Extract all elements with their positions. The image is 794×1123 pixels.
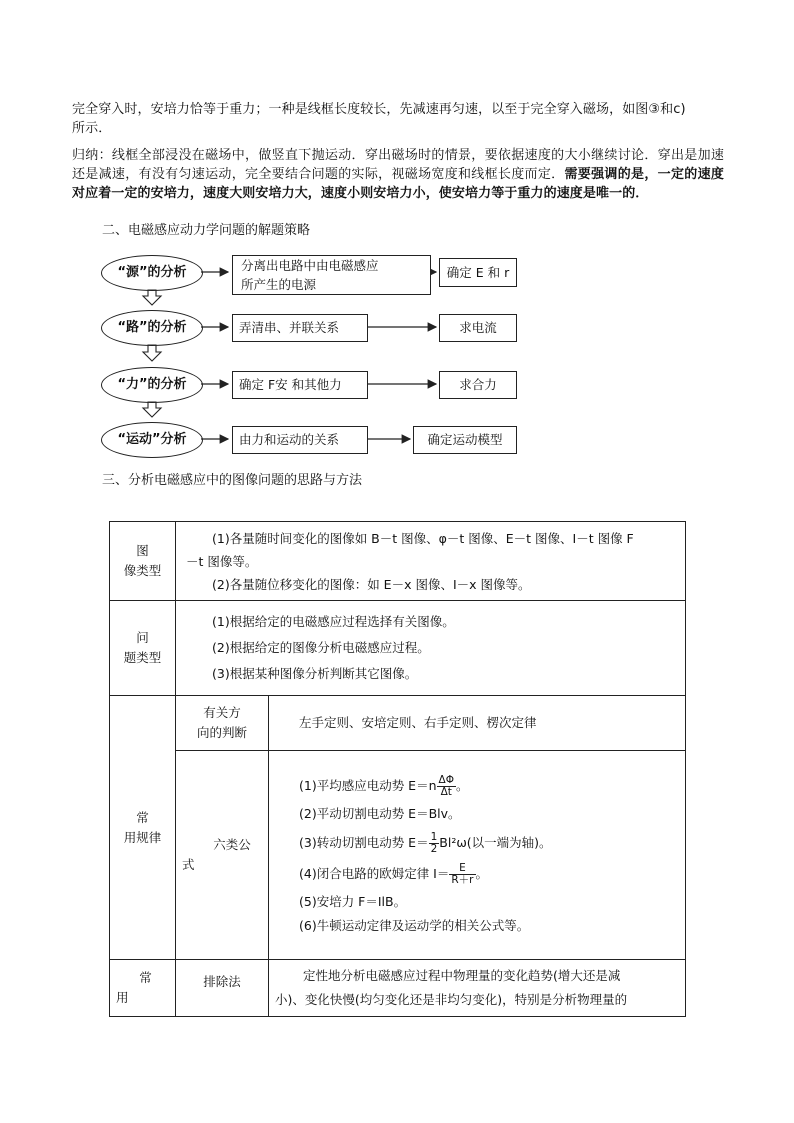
table-row	[110, 522, 686, 601]
intro-line-1: 完全穿入时，安培力恰等于重力；一种是线框长度较长，先减速再匀速，以至于完全穿入磁场，如图③和c)	[72, 102, 686, 117]
subhead-elimination: 排除法	[176, 960, 269, 1017]
summary-emphasis: 需要强调的是，一定的速度对应着一定的安培力，速度大则安培力大，速度小则安培力小，使安培力等于重力的速度是唯一的．	[72, 167, 724, 201]
process-path-line-1: 弄清串、并联关系	[239, 320, 340, 335]
process-box-source	[232, 255, 431, 295]
result-box-path: 求电流	[439, 314, 517, 342]
summary-text: 归纳：线框全部浸没在磁场中，做竖直下抛运动．穿出磁场时的情景，要依据速度的大小继续讨论．穿出是加速还是减速，有没有匀速运动，完全要结合问题的实际，视磁场宽度和线框长度而定．	[72, 148, 724, 182]
process-box-motion	[232, 426, 368, 454]
down-arrow-2	[143, 345, 161, 361]
six-formulas-content	[269, 751, 686, 960]
row-head-image-type: 图 像类型	[110, 522, 176, 601]
stage-oval-motion: “运动”分析	[101, 422, 203, 458]
result-box-motion: 确定运动模型	[413, 426, 517, 454]
row-head-problem-type: 问 题类型	[110, 601, 176, 696]
formula-ampere-force: (5)安培力 F＝IlB。	[299, 893, 407, 909]
process-source-line-2: 所产生的电源	[241, 277, 317, 292]
elimination-content: 定性地分析电磁感应过程中物理量的变化趋势(增大还是减 小)、变化快慢(均匀变化还是非均匀变化)，特别是分析物理量的	[269, 960, 686, 1017]
row-head-common-methods: 常 用	[110, 960, 176, 1017]
flowchart-connectors	[0, 0, 794, 470]
down-arrow-3	[143, 402, 161, 417]
result-box-source: 确定 E 和 r	[439, 258, 517, 287]
table-row	[110, 696, 686, 751]
direction-rules: 左手定则、安培定则、右手定则、楞次定律	[269, 696, 686, 751]
formula-ohm-law: (4)闭合电路的欧姆定律 I＝ $\frac{E}{R+r}$ 。	[299, 861, 489, 886]
table-row	[110, 601, 686, 696]
section-2-title: 二、电磁感应动力学问题的解题策略	[102, 223, 311, 238]
stage-oval-path: “路”的分析	[101, 310, 203, 346]
process-box-path	[232, 314, 368, 342]
process-box-force	[232, 371, 368, 399]
process-motion-line-1: 由力和运动的关系	[239, 432, 340, 447]
process-force-line-1: 确定 F安 和其他力	[239, 377, 342, 392]
table-row	[110, 751, 686, 960]
formula-average-emf: (1)平均感应电动势 E＝n $\frac{\Delta\Phi}{\Delta t}$ 。	[299, 773, 469, 798]
intro-line-2: 所示．	[72, 121, 112, 136]
image-problem-table	[109, 521, 686, 1017]
section-3-title: 三、分析电磁感应中的图像问题的思路与方法	[102, 473, 363, 488]
formula-rotation-emf: (3)转动切割电动势 E＝ $\frac{1}{2}$ Bl²ω(以一端为轴)。	[299, 830, 552, 855]
subhead-direction: 有关方 向的判断	[176, 696, 269, 751]
formula-newton-laws: (6)牛顿运动定律及运动学的相关公式等。	[299, 917, 530, 933]
down-arrow-1	[143, 290, 161, 305]
subhead-six-formulas: 六类公 式	[176, 751, 269, 960]
stage-oval-force: “力”的分析	[101, 367, 203, 403]
image-type-content: (1)各量随时间变化的图像如 B－t 图像、φ－t 图像、E－t 图像、I－t 图像 F －t 图像等。 (2)各量随位移变化的图像：如 E－x 图像、I－x 图像等。	[176, 522, 686, 601]
process-source-line-1: 分离出电路中由电磁感应	[241, 258, 379, 273]
row-head-common-rules: 常 用规律	[110, 696, 176, 960]
stage-oval-source: “源”的分析	[101, 255, 203, 291]
problem-type-content: (1)根据给定的电磁感应过程选择有关图像。 (2)根据给定的图像分析电磁感应过程。 (3)根据某种图像分析判断其它图像。	[176, 601, 686, 696]
table-row	[110, 960, 686, 1017]
result-box-force: 求合力	[439, 371, 517, 399]
formula-translation-emf: (2)平动切割电动势 E＝Blv。	[299, 805, 461, 821]
